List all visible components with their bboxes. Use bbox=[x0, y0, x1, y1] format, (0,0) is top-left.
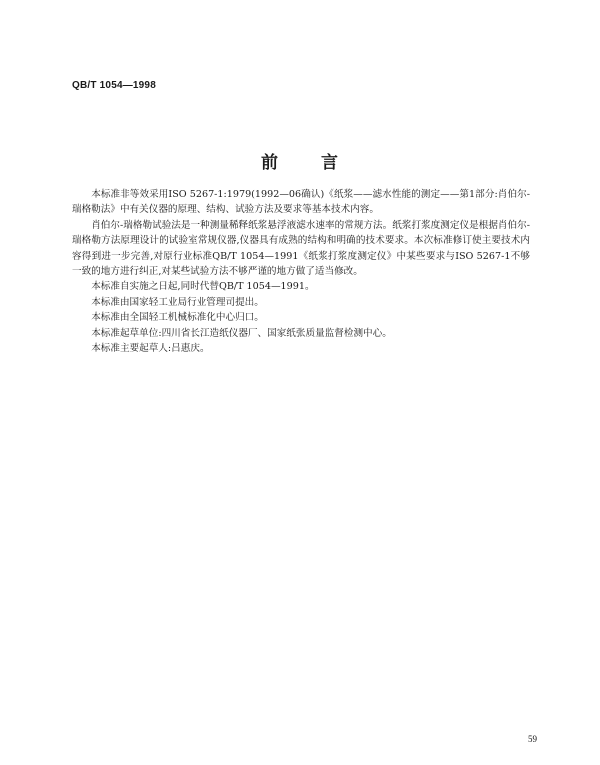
title-char-1: 前 bbox=[261, 153, 279, 173]
paragraph-drafter: 本标准主要起草人:吕惠庆。 bbox=[91, 343, 210, 355]
paragraph-drafting-units: 本标准起草单位:四川省长江造纸仪器厂、国家纸张质量监督检测中心。 bbox=[91, 327, 392, 339]
paragraph-replacement: 本标准自实施之日起,同时代替QB/T 1054—1991。 bbox=[91, 281, 315, 293]
page-title bbox=[0, 148, 600, 173]
title-char-2: 言 bbox=[321, 153, 339, 173]
paragraph-centralizer: 本标准由全国轻工机械标准化中心归口。 bbox=[91, 312, 264, 324]
page-number: 59 bbox=[528, 734, 537, 744]
foreword-body bbox=[72, 187, 530, 356]
paragraph-method: 肖伯尔-瑞格勒试验法是一种测量稀释纸浆悬浮液滤水速率的常规方法。纸浆打浆度测定仪是根据肖伯尔-瑞格勒方法原理设计的试验室常规仪器,仪器具有成熟的结构和明确的技术要求。本次标准修订使主要技术内容得到进一步完善,对原行业标准QB/T 1054—1991《纸浆打浆度测定仪》中某些要求与ISO 5267-1不够一致的地方进行纠正,对某些试验方法不够严谨的地方做了适当修改。 bbox=[72, 219, 530, 278]
paragraph-proposer: 本标准由国家轻工业局行业管理司提出。 bbox=[91, 296, 264, 308]
paragraph-adoption: 本标准非等效采用ISO 5267-1:1979(1992—06确认)《纸浆——滤水性能的测定——第1部分:肖伯尔-瑞格勒法》中有关仪器的原理、结构、试验方法及要求等基本技术内容。 bbox=[72, 189, 530, 216]
standard-code: QB/T 1054—1998 bbox=[72, 80, 156, 91]
